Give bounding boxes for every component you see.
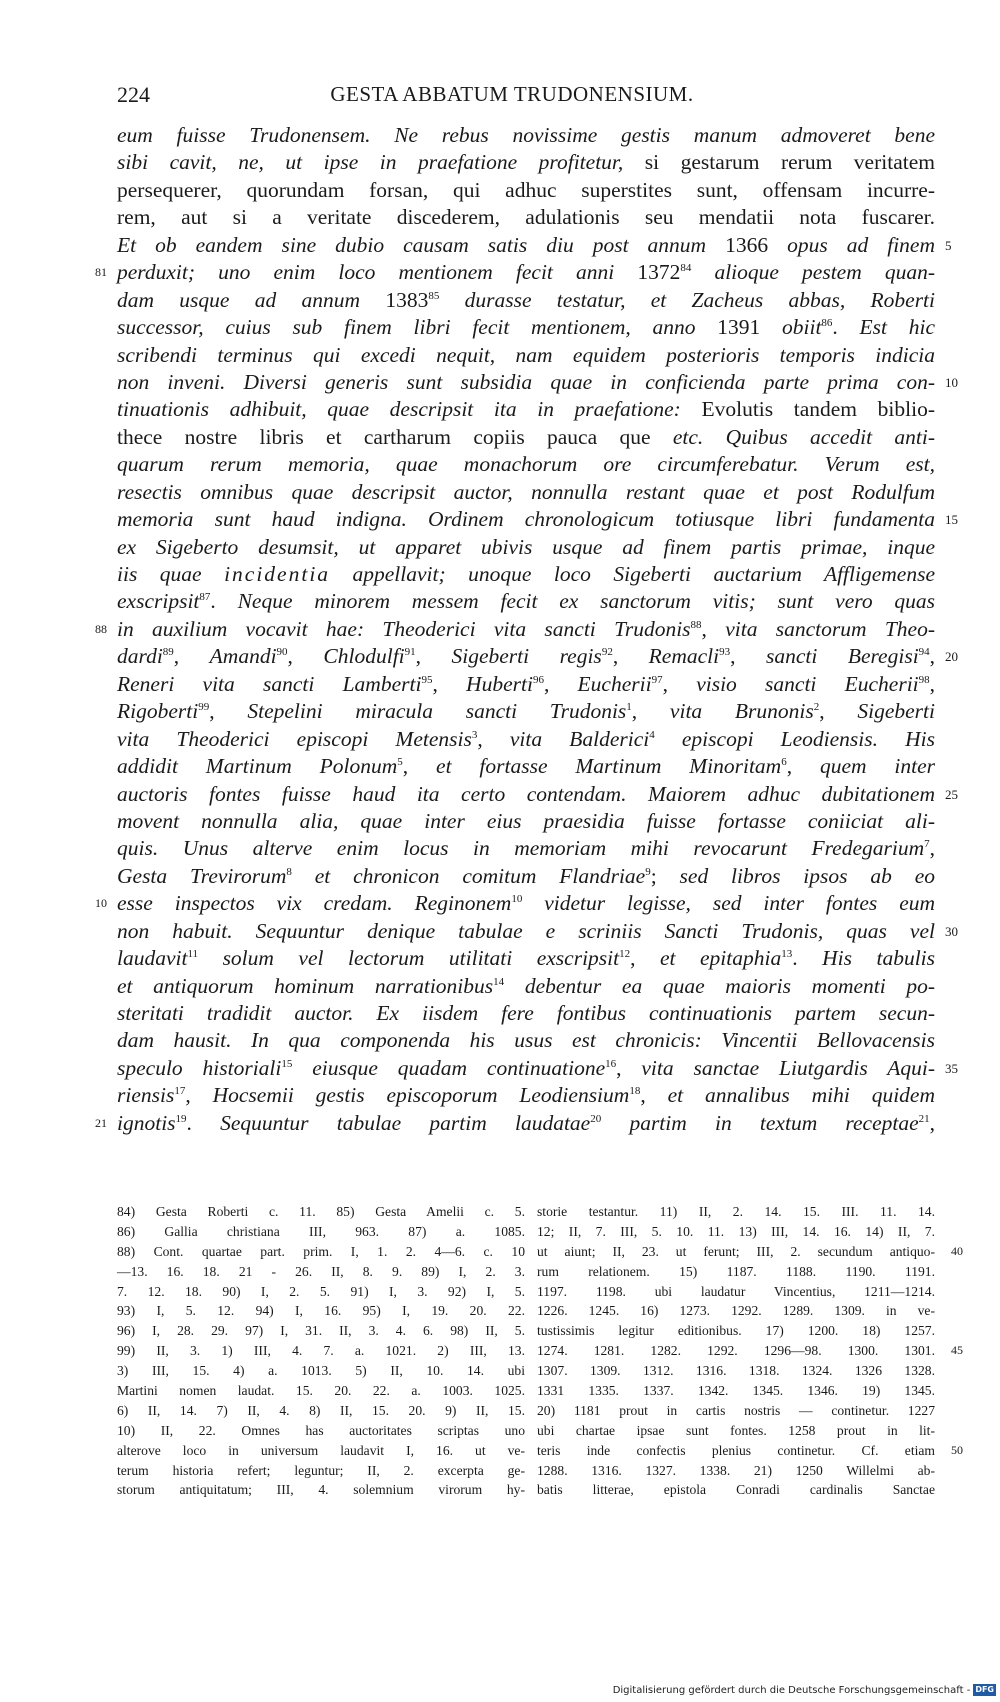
footnote-text: 96) I, 28. 29. 97) I, 31. II, 3. 4. 6. 98) II, 5. bbox=[117, 1323, 525, 1339]
text-line bbox=[117, 424, 935, 451]
footnote-text: 86) Gallia christiana III, 963. 87) a. 1085. bbox=[117, 1223, 525, 1239]
footnote-text: storie testantur. 11) II, 2. 14. 15. III. 11. 14. bbox=[537, 1204, 935, 1219]
line-number: 50 bbox=[951, 1442, 963, 1457]
text-line bbox=[117, 177, 935, 204]
footnote-line bbox=[117, 1321, 525, 1341]
text-line bbox=[117, 561, 935, 588]
text-line bbox=[95, 1110, 936, 1137]
line-number: 35 bbox=[945, 1060, 958, 1076]
footnote-line bbox=[117, 1341, 525, 1361]
text-line-content: iis quae incidentia appellavit; unoque loco Sigeberti auctarium Affligemense bbox=[117, 562, 935, 586]
footer-text: Digitalisierung gefördert durch die Deutsche Forschungsgemeinschaft - bbox=[612, 1684, 971, 1696]
text-line bbox=[117, 1082, 935, 1109]
footnote-line bbox=[117, 1421, 525, 1441]
footnote-line bbox=[117, 1262, 525, 1282]
text-line bbox=[117, 753, 935, 780]
text-line bbox=[117, 698, 935, 725]
text-line bbox=[117, 808, 935, 835]
margin-footnote-marker: 21 bbox=[95, 1115, 107, 1130]
text-line-content: vita Theoderici episcopi Metensis$^3$, vita Balderici$^4$ episcopi Leodiensis. His bbox=[117, 726, 936, 751]
text-line-content: rem, aut si a veritate discederem, adulationis seu mendatii nota fuscarer. bbox=[117, 205, 935, 230]
footnote-text: alterove loco in universum laudavit I, 16. ut ve- bbox=[117, 1442, 525, 1458]
footnote-line bbox=[537, 1202, 935, 1222]
text-line bbox=[117, 451, 935, 478]
footnote-line bbox=[537, 1222, 935, 1242]
footnote-line bbox=[117, 1401, 525, 1421]
footnote-line bbox=[117, 1361, 525, 1381]
footnote-line bbox=[537, 1361, 935, 1381]
line-number: 20 bbox=[945, 649, 958, 665]
text-line-content: dam hausit. In qua componenda his usus est chronicis: Vincentii Bellovacensis bbox=[117, 1028, 935, 1053]
footnote-text: 3) III, 15. 4) a. 1013. 5) II, 10. 14. ubi bbox=[117, 1363, 525, 1379]
footnote-line bbox=[537, 1282, 935, 1302]
footnote-text: tustissimis legitur editionibus. 17) 1200. 18) 1257. bbox=[537, 1323, 935, 1339]
footnote-text: 1274. 1281. 1282. 1292. 1296—98. 1300. 1301. bbox=[537, 1343, 935, 1359]
footnote-line bbox=[117, 1242, 525, 1262]
text-line-content: perduxit; uno enim loco mentionem fecit anni 1372$^{84}$ alioque pestem quan- bbox=[117, 260, 936, 285]
text-line bbox=[117, 396, 935, 423]
text-line-content: non habuit. Sequuntur denique tabulae e scriniis Sancti Trudonis, quas vel bbox=[117, 918, 935, 943]
text-line bbox=[117, 534, 935, 561]
text-line-content: ex Sigeberto desumsit, ut apparet ubivis usque ad finem partis primae, inque bbox=[117, 534, 935, 559]
text-line bbox=[117, 506, 958, 533]
text-line bbox=[117, 588, 935, 615]
text-line bbox=[117, 1055, 958, 1082]
footnote-text: 1307. 1309. 1312. 1316. 1318. 1324. 1326 1328. bbox=[537, 1363, 935, 1379]
footnote-text: terum historia refert; leguntur; II, 2. excerpta ge- bbox=[117, 1462, 525, 1478]
footnote-line bbox=[117, 1381, 525, 1401]
footnote-line bbox=[117, 1461, 525, 1481]
text-line-content: scribendi terminus qui excedi nequit, nam equidem posterioris temporis indicia bbox=[117, 342, 935, 367]
text-line bbox=[117, 835, 935, 862]
margin-footnote-marker: 81 bbox=[95, 265, 107, 280]
footnote-text: 1288. 1316. 1327. 1338. 21) 1250 Willelmi ab- bbox=[537, 1462, 935, 1478]
text-line-content: Reneri vita sancti Lamberti$^{95}$, Huberti$^{96}$, Eucherii$^{97}$, visio sancti Eucherii$^{98}$, bbox=[117, 671, 936, 696]
line-number: 40 bbox=[951, 1243, 963, 1258]
running-title: GESTA ABBATUM TRUDONENSIUM. bbox=[330, 82, 694, 106]
footnote-line bbox=[537, 1441, 963, 1461]
text-line bbox=[117, 342, 935, 369]
page-header bbox=[117, 82, 907, 112]
footnote-text: 93) I, 5. 12. 94) I, 16. 95) I, 19. 20. 22. bbox=[117, 1303, 525, 1319]
text-line bbox=[117, 287, 935, 314]
footnote-text: 10) II, 22. Omnes has auctoritates scriptas uno bbox=[117, 1422, 525, 1438]
text-line-content: esse inspectos vix credam. Reginonem$^{10}$ videtur legisse, sed inter fontes eum bbox=[117, 891, 936, 916]
dfg-logo: DFG bbox=[975, 1685, 994, 1694]
margin-footnote-marker: 88 bbox=[95, 621, 107, 636]
text-line-content: Et ob eandem sine dubio causam satis diu post annum 1366 opus ad finem bbox=[117, 232, 935, 257]
footnotes-left-column bbox=[117, 1202, 525, 1500]
text-line-content: non inveni. Diversi generis sunt subsidia quae in conficienda parte prima con- bbox=[117, 369, 935, 394]
footnote-text: Martini nomen laudat. 15. 20. 22. a. 1003. 1025. bbox=[117, 1383, 525, 1399]
footnote-line bbox=[537, 1381, 935, 1401]
footnote-line bbox=[537, 1480, 935, 1500]
text-line bbox=[117, 1027, 935, 1054]
text-line bbox=[117, 863, 935, 890]
line-number: 15 bbox=[945, 512, 958, 528]
text-line bbox=[117, 726, 935, 753]
text-line-content: dardi$^{89}$, Amandi$^{90}$, Chlodulfi$^{91}$, Sigeberti regis$^{92}$, Remacli$^{93}$, sancti Beregisi$^{94}$, bbox=[117, 644, 936, 669]
line-number: 25 bbox=[945, 786, 958, 802]
text-line-content: steritati tradidit auctor. Ex iisdem fere fontibus continuationis partem secun- bbox=[117, 1001, 935, 1025]
text-line-content: tinuationis adhibuit, quae descripsit ita in praefatione: Evolutis tandem biblio- bbox=[117, 397, 935, 422]
footnote-text: 7. 12. 18. 90) I, 2. 5. 91) I, 3. 92) I, 5. bbox=[117, 1283, 525, 1299]
text-line-content: Rigoberti$^{99}$, Stepelini miracula sancti Trudonis$^1$, vita Brunonis$^2$, Sigeberti bbox=[117, 699, 935, 724]
text-line bbox=[117, 945, 935, 972]
text-line-content: resectis omnibus quae descripsit auctor, nonnulla restant quae et post Rodulfum bbox=[117, 479, 935, 504]
text-line bbox=[95, 890, 936, 917]
text-line bbox=[117, 479, 935, 506]
line-number: 45 bbox=[951, 1343, 963, 1358]
footnote-line bbox=[537, 1421, 935, 1441]
text-line-content: persequerer, quorundam forsan, qui adhuc superstites sunt, offensam incurre- bbox=[117, 177, 935, 202]
main-text bbox=[95, 122, 958, 1137]
footnote-line bbox=[117, 1480, 525, 1500]
line-number: 10 bbox=[945, 374, 958, 390]
footnote-line bbox=[537, 1461, 935, 1481]
margin-footnote-marker: 10 bbox=[95, 896, 107, 911]
line-number: 5 bbox=[945, 237, 952, 253]
text-line bbox=[117, 204, 935, 231]
footnote-text: teris inde confectis plenius continetur. Cf. etiam bbox=[537, 1442, 935, 1458]
text-line-content: quis. Unus alterve enim locus in memoriam mihi revocarunt Fredegarium$^7$, bbox=[117, 836, 935, 861]
footnote-line bbox=[117, 1202, 525, 1222]
text-line-content: exscripsit$^{87}$. Neque minorem messem fecit ex sanctorum vitis; sunt vero quas bbox=[117, 589, 936, 614]
text-line-content: speculo historiali$^{15}$ eiusque quadam continuatione$^{16}$, vita sanctae Liutgardis Aqui- bbox=[117, 1055, 936, 1080]
footnote-line bbox=[537, 1242, 963, 1262]
footnote-line bbox=[537, 1401, 935, 1421]
text-line-content: memoria sunt haud indigna. Ordinem chronologicum totiusque libri fundamenta bbox=[117, 507, 935, 532]
text-line bbox=[117, 149, 935, 176]
footnote-text: 1226. 1245. 16) 1273. 1292. 1289. 1309. in ve- bbox=[537, 1303, 935, 1319]
footnote-text: 1331 1335. 1337. 1342. 1345. 1346. 19) 1345. bbox=[537, 1383, 935, 1399]
text-line-content: sibi cavit, ne, ut ipse in praefatione profitetur, si gestarum rerum veritatem bbox=[117, 150, 935, 175]
footnote-line bbox=[117, 1301, 525, 1321]
text-line-content: riensis$^{17}$, Hocsemii gestis episcoporum Leodiensium$^{18}$, et annalibus mihi quidem bbox=[117, 1083, 935, 1108]
footnote-text: storum antiquitatum; III, 4. solemnium virorum hy- bbox=[117, 1482, 525, 1498]
footnote-text: —13. 16. 18. 21 - 26. II, 8. 9. 89) I, 2. 3. bbox=[117, 1263, 525, 1279]
footnote-text: ubi chartae ipsae sunt fontes. 1258 prout in lit- bbox=[537, 1422, 935, 1438]
footnote-line bbox=[537, 1301, 935, 1321]
page-number: 224 bbox=[117, 82, 150, 107]
text-line bbox=[117, 369, 958, 396]
footnote-text: 1197. 1198. ubi laudatur Vincentius, 1211—1214. bbox=[537, 1283, 935, 1299]
text-line-content: addidit Martinum Polonum$^5$, et fortasse Martinum Minoritam$^6$, quem inter bbox=[117, 754, 935, 779]
text-line bbox=[95, 616, 935, 643]
digitization-footer bbox=[613, 1684, 996, 1696]
footnote-line bbox=[117, 1282, 525, 1302]
footnote-text: 84) Gesta Roberti c. 11. 85) Gesta Amelii c. 5. bbox=[117, 1204, 525, 1219]
text-line-content: et antiquorum hominum narrationibus$^{14}$ debentur ea quae maioris momenti po- bbox=[117, 973, 936, 998]
text-line bbox=[95, 259, 936, 286]
footnote-line bbox=[117, 1441, 525, 1461]
text-line-content: ignotis$^{19}$. Sequuntur tabulae partim laudatae$^{20}$ partim in textum receptae$^{21}$, bbox=[117, 1110, 936, 1135]
text-line bbox=[117, 643, 958, 670]
footnote-text: batis litterae, epistola Conradi cardinalis Sanctae bbox=[537, 1482, 935, 1498]
text-line-content: eum fuisse Trudonensem. Ne rebus novissime gestis manum admoveret bene bbox=[117, 123, 935, 147]
text-line-content: successor, cuius sub finem libri fecit mentionem, anno 1391 obiit$^{86}$. Est hic bbox=[117, 315, 936, 340]
footnote-line bbox=[117, 1222, 525, 1242]
text-line bbox=[117, 314, 935, 341]
footnote-text: 99) II, 3. 1) III, 4. 7. a. 1021. 2) III, 13. bbox=[117, 1343, 525, 1359]
text-line-content: laudavit$^{11}$ solum vel lectorum utilitati exscripsit$^{12}$, et epitaphia$^{13}$. His tabulis bbox=[117, 946, 936, 971]
text-line-content: dam usque ad annum 1383$^{85}$ durasse testatur, et Zacheus abbas, Roberti bbox=[117, 287, 936, 312]
text-line bbox=[117, 1000, 935, 1027]
footnotes-right-column bbox=[537, 1202, 963, 1500]
footnote-text: 6) II, 14. 7) II, 4. 8) II, 15. 20. 9) II, 15. bbox=[117, 1402, 525, 1418]
text-line-content: quarum rerum memoria, quae monachorum ore circumferebatur. Verum est, bbox=[117, 452, 935, 477]
footnote-text: 12; II, 7. III, 5. 10. 11. 13) III, 14. 16. 14) II, 7. bbox=[537, 1223, 935, 1239]
footnote-line bbox=[537, 1321, 935, 1341]
footnote-text: 20) 1181 prout in cartis nostris — continetur. 1227 bbox=[537, 1402, 935, 1418]
text-line bbox=[117, 918, 958, 945]
line-number: 30 bbox=[945, 923, 958, 939]
text-line-content: thece nostre libris et cartharum copiis pauca que etc. Quibus accedit anti- bbox=[117, 424, 936, 449]
footnote-text: rum relationem. 15) 1187. 1188. 1190. 1191. bbox=[537, 1263, 935, 1279]
footnote-text: ut aiunt; II, 23. ut ferunt; III, 2. secundum antiquo- bbox=[537, 1243, 935, 1259]
text-line-content: movent nonnulla alia, quae inter eius praesidia fuisse fortasse coniiciat ali- bbox=[117, 808, 935, 833]
footnote-line bbox=[537, 1341, 963, 1361]
text-line bbox=[117, 232, 952, 259]
text-line bbox=[117, 973, 935, 1000]
text-line bbox=[117, 671, 935, 698]
text-line-content: auctoris fontes fuisse haud ita certo contendam. Maiorem adhuc dubitationem bbox=[117, 781, 935, 806]
text-line-content: Gesta Trevirorum$^8$ et chronicon comitum Flandriae$^9$; sed libros ipsos ab eo bbox=[117, 863, 935, 888]
text-line-content: in auxilium vocavit hae: Theoderici vita sancti Trudonis$^{88}$, vita sanctorum Theo- bbox=[117, 616, 935, 641]
footnote-line bbox=[537, 1262, 935, 1282]
footnote-text: 88) Cont. quartae part. prim. I, 1. 2. 4—6. c. 10 bbox=[117, 1243, 525, 1259]
text-line bbox=[117, 781, 958, 808]
text-line bbox=[117, 122, 935, 149]
